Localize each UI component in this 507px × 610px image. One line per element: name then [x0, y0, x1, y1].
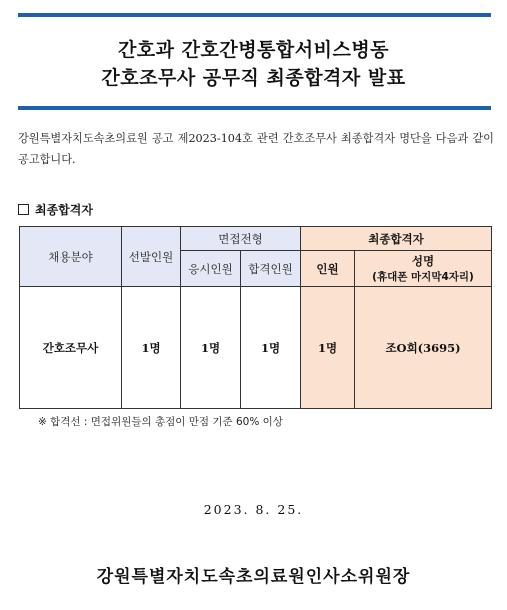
bottom-rule: [18, 106, 491, 110]
cell-applicants: 1명: [181, 287, 241, 409]
section-heading: [18, 201, 93, 218]
section-heading-label: 최종합격자: [35, 203, 93, 217]
issuer-signature: 강원특별자치도속초의료원인사소위원장: [96, 567, 411, 587]
passing-note: ※ 합격선 : 면접위원들의 총점이 만점 기준 60% 이상: [38, 416, 283, 428]
header-selected: 선발인원: [122, 227, 181, 287]
cell-name: 조O희(3695): [355, 287, 492, 409]
header-field: 채용분야: [20, 227, 122, 287]
announcement-date: 2023. 8. 25.: [203, 502, 304, 517]
page-title-line1: 간호과 간호간병통합서비스병동: [117, 39, 390, 61]
header-applicants: 응시인원: [181, 251, 241, 287]
table-row: [20, 287, 492, 409]
header-passed: 합격인원: [241, 251, 301, 287]
cell-count: 1명: [301, 287, 355, 409]
cell-passed: 1명: [241, 287, 301, 409]
header-name: [355, 251, 492, 287]
header-name-label: 성명: [411, 254, 435, 268]
results-table: [19, 226, 492, 409]
cell-field: 간호조무사: [20, 287, 122, 409]
header-final: 최종합격자: [301, 227, 492, 251]
header-count: 인원: [301, 251, 355, 287]
checkbox-square-icon: [18, 204, 29, 215]
page-title-line2: 간호조무사 공무직 최종합격자 발표: [101, 67, 406, 89]
top-rule: [18, 13, 491, 17]
header-interview: 면접전형: [181, 227, 301, 251]
header-name-sub: (휴대폰 마지막4자리): [372, 271, 474, 283]
cell-selected: 1명: [122, 287, 181, 409]
announcement-paragraph: 강원특별자치도속초의료원 공고 제2023-104호 관련 간호조무사 최종합격자 명단을 다음과 같이 공고합니다.: [18, 132, 494, 166]
